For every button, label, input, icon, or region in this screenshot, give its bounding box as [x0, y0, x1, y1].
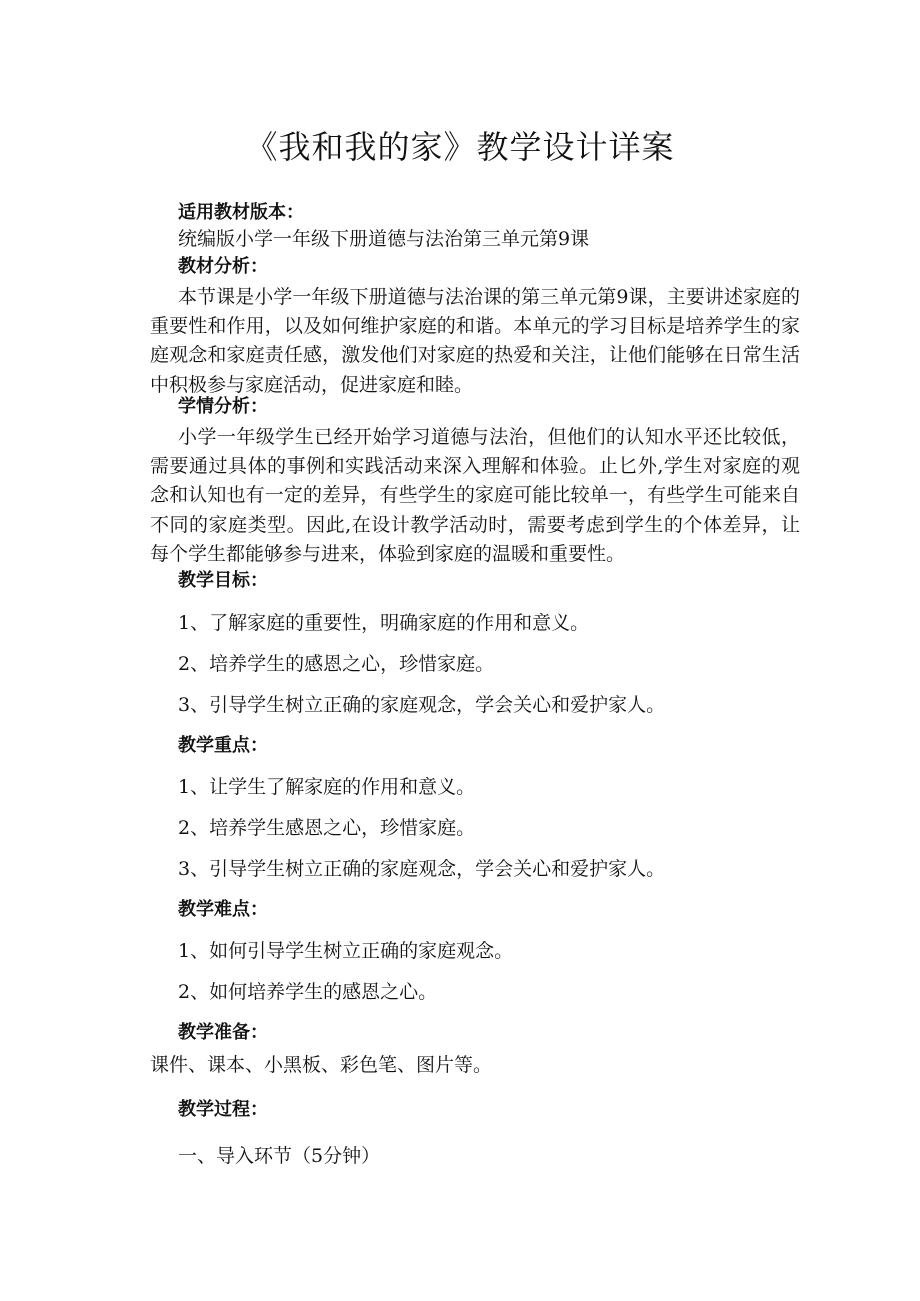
- goal-item: 2、培养学生的感恩之心，珍惜家庭。: [178, 653, 495, 675]
- difficulty-item: 1、如何引导学生树立正确的家庭观念。: [178, 940, 514, 962]
- difficulty-heading: 教学难点：: [178, 899, 268, 920]
- prep-text: 课件、课本、小黑板、彩色笔、图片等。: [150, 1054, 493, 1076]
- material-heading: 教材分析：: [178, 256, 268, 277]
- student-heading: 学情分析：: [178, 396, 268, 417]
- edition-text: 统编版小学一年级下册道德与法治第三单元第9课: [178, 228, 590, 250]
- key-heading: 教学重点：: [178, 735, 268, 756]
- key-point-item: 2、培养学生感恩之心，珍惜家庭。: [178, 817, 476, 839]
- key-point-item: 3、引导学生树立正确的家庭观念，学会关心和爱护家人。: [178, 858, 666, 880]
- difficulty-item: 2、如何培养学生的感恩之心。: [178, 981, 438, 1003]
- edition-heading: 适用教材版本：: [178, 202, 304, 223]
- process-heading: 教学过程：: [178, 1099, 268, 1120]
- goal-item: 1、了解家庭的重要性，明确家庭的作用和意义。: [178, 612, 590, 634]
- key-point-item: 1、让学生了解家庭的作用和意义。: [178, 776, 476, 798]
- goals-heading: 教学目标：: [178, 570, 268, 591]
- goal-item: 3、引导学生树立正确的家庭观念，学会关心和爱护家人。: [178, 694, 666, 716]
- student-paragraph: 小学一年级学生已经开始学习道德与法治，但他们的认知水平还比较低，需要通过具体的事例和实践活动来深入理解和体验。止匕外,学生对家庭的观念和认知也有一定的差异，有些学生的家庭可能比较单一，有些学生可能来自不同的家庭类型。因此,在设计教学活动时，需要考虑到学生的个体差异，让每个学生都能够参与进来，体验到家庭的温暖和重要性。: [150, 426, 800, 565]
- prep-heading: 教学准备：: [178, 1022, 268, 1043]
- process-step: 一、导入环节（5分钟）: [178, 1145, 381, 1167]
- document-title: 《我和我的家》教学设计详案: [245, 128, 675, 166]
- material-paragraph: 本节课是小学一年级下册道德与法治课的第三单元第9课，主要讲述家庭的重要性和作用，以及如何维护家庭的和谐。本单元的学习目标是培养学生的家庭观念和家庭责任感，激发他们对家庭的热爱和关注，让他们能够在日常生活中积极参与家庭活动，促进家庭和睦。: [150, 286, 800, 396]
